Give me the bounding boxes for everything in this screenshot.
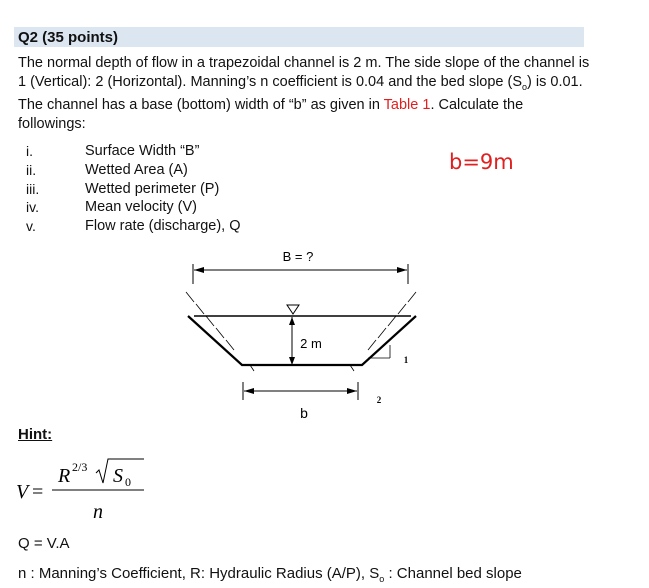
depth-arrowhead-top	[289, 317, 295, 325]
item-num: i.	[26, 143, 33, 159]
top-arrowhead-left	[194, 267, 204, 273]
hatch	[388, 316, 396, 326]
manning-formula	[16, 454, 166, 524]
legend-text-1: n : Manning’s Coefficient, R: Hydraulic Radius (A/P), S	[18, 565, 380, 582]
question-title: Q2 (35 points)	[18, 29, 119, 46]
discharge-formula: Q = V.A	[18, 535, 70, 552]
formula-R-exponent: 2/3	[72, 460, 88, 474]
water-level-icon	[287, 305, 299, 314]
formula-equals: =	[32, 481, 44, 503]
formula-S-subscript: 0	[125, 475, 131, 489]
hatch	[378, 328, 386, 338]
item-text: Mean velocity (V)	[85, 199, 198, 215]
hatch	[368, 340, 376, 350]
hatch	[206, 316, 214, 326]
formula-lhs: V	[16, 481, 29, 503]
hatch	[226, 340, 234, 350]
legend-sub: o	[379, 574, 385, 584]
item-text: Surface Width “B”	[85, 143, 200, 159]
slope-horizontal-label: 2	[376, 395, 382, 405]
para-text-1: The normal depth of flow in a trapezoidal channel is 2 m. The side slope of the channel is 1 (Vertical): 2 (Horizontal). Manning’s n coefficient is 0.04 and the bed slope (S	[18, 55, 590, 90]
item-num: iii.	[26, 181, 40, 197]
legend-line	[18, 565, 522, 584]
question-paragraph	[18, 54, 593, 133]
handwritten-annotation: b=9m	[449, 150, 514, 174]
hatch	[186, 292, 194, 302]
hatch	[408, 292, 416, 302]
para-sub: o	[522, 81, 528, 92]
slope-vertical-label: 1	[403, 355, 409, 365]
formula-R: R	[58, 465, 71, 487]
hatch	[216, 328, 224, 338]
base-arrowhead-right	[347, 388, 357, 394]
base-width-label: b	[300, 405, 308, 421]
depth-arrowhead-bottom	[289, 357, 295, 365]
surface-width-label: B = ?	[282, 250, 314, 264]
para-text-3: . Calculate the followings:	[18, 97, 524, 132]
formula-S: S	[113, 465, 123, 487]
trapezoid-channel-diagram	[180, 250, 430, 425]
item-num: ii.	[26, 162, 37, 178]
top-arrowhead-right	[397, 267, 407, 273]
hatch	[398, 304, 406, 314]
formula-denominator: n	[93, 501, 103, 523]
legend-text-2: : Channel bed slope	[384, 565, 522, 582]
item-text: Wetted perimeter (P)	[85, 181, 220, 197]
base-arrowhead-left	[244, 388, 254, 394]
item-num: v.	[26, 218, 36, 234]
item-text: Wetted Area (A)	[85, 162, 188, 178]
hint-title: Hint:	[18, 426, 53, 443]
table-reference: Table 1	[383, 97, 431, 114]
para-text-2: ) is 0.01. The channel has a base (bottom) width of “b” as given in	[18, 73, 583, 114]
item-num: iv.	[26, 199, 39, 215]
depth-label: 2 m	[300, 336, 322, 351]
item-text: Flow rate (discharge), Q	[85, 218, 241, 234]
hatch	[196, 304, 204, 314]
